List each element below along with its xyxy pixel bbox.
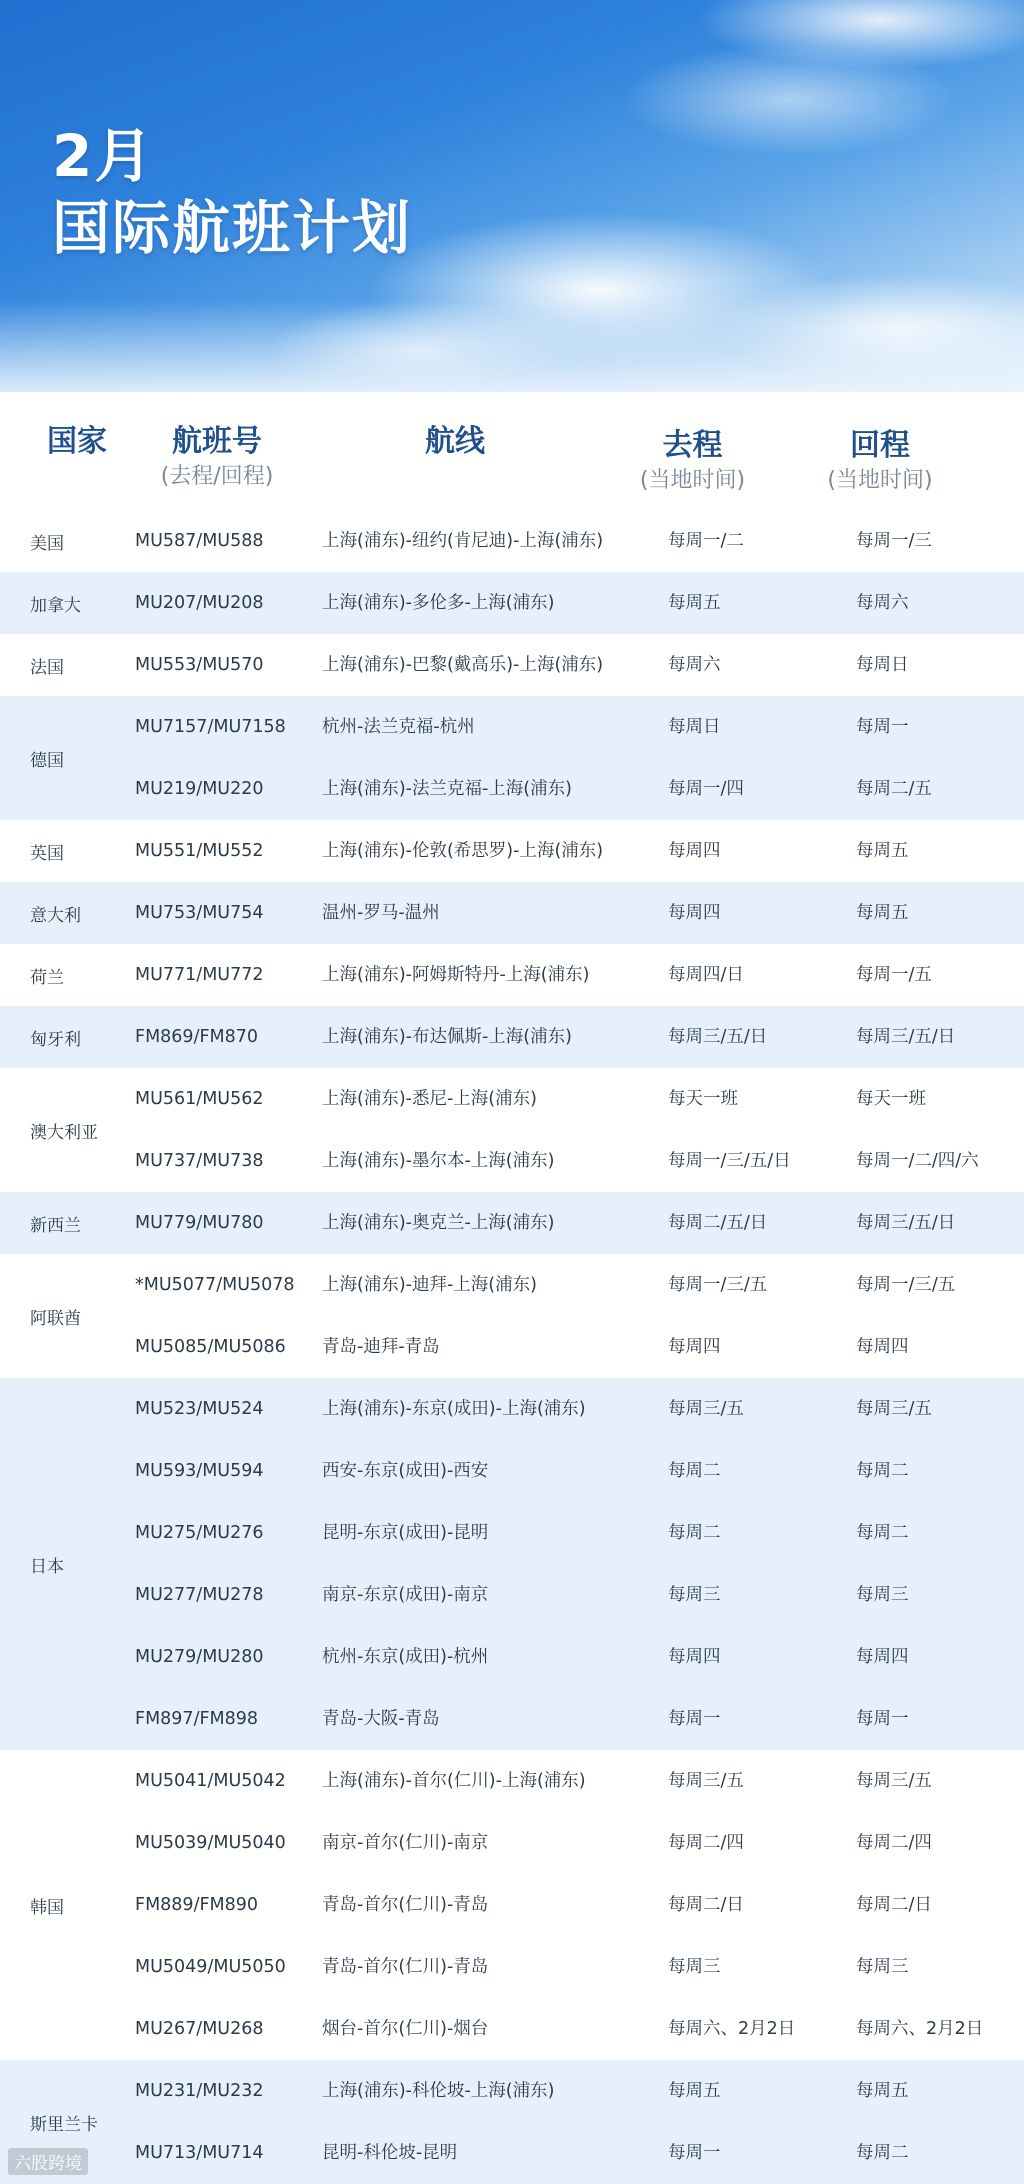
flight-number: MU587/MU588 — [135, 531, 264, 551]
outbound-schedule: 每天一班 — [668, 1089, 738, 1109]
route-text: 上海(浦东)-巴黎(戴高乐)-上海(浦东) — [322, 655, 604, 675]
table-row — [0, 634, 1024, 696]
table-row — [0, 1440, 1024, 1502]
table-row — [0, 1068, 1024, 1130]
route-text: 杭州-东京(成田)-杭州 — [322, 1647, 489, 1667]
country-name: 澳大利亚 — [30, 1122, 98, 1143]
outbound-schedule: 每周日 — [668, 717, 721, 737]
flight-number: MU5049/MU5050 — [135, 1957, 286, 1977]
return-schedule: 每周四 — [856, 1337, 909, 1357]
return-schedule: 每周四 — [856, 1647, 909, 1667]
outbound-schedule: 每周三/五 — [668, 1771, 744, 1791]
country-group — [0, 1254, 1024, 1378]
flight-number: MU277/MU278 — [135, 1585, 264, 1605]
outbound-schedule: 每周一/三/五/日 — [668, 1151, 791, 1171]
country-group — [0, 510, 1024, 572]
outbound-schedule: 每周二/日 — [668, 1895, 744, 1915]
country-group — [0, 1006, 1024, 1068]
return-schedule: 每周一/二/四/六 — [856, 1151, 979, 1171]
header-banner — [0, 0, 1024, 392]
flight-number: FM897/FM898 — [135, 1709, 259, 1729]
flight-number: MU5041/MU5042 — [135, 1771, 286, 1791]
outbound-schedule: 每周二/五/日 — [668, 1213, 768, 1233]
return-schedule: 每周二 — [856, 1523, 909, 1543]
flight-number: MU207/MU208 — [135, 593, 264, 613]
route-text: 青岛-迪拜-青岛 — [322, 1337, 440, 1357]
flight-number: *MU5077/MU5078 — [135, 1275, 295, 1295]
return-schedule: 每周三/五/日 — [856, 1027, 956, 1047]
country-name: 法国 — [30, 657, 64, 678]
table-row — [0, 1006, 1024, 1068]
return-schedule: 每周一/五 — [856, 965, 932, 985]
route-text: 上海(浦东)-首尔(仁川)-上海(浦东) — [322, 1771, 586, 1791]
table-row — [0, 1564, 1024, 1626]
table-row — [0, 2060, 1024, 2122]
outbound-schedule: 每周二 — [668, 1461, 721, 1481]
flight-number: MU561/MU562 — [135, 1089, 264, 1109]
flight-number: MU279/MU280 — [135, 1647, 264, 1667]
flight-number: MU713/MU714 — [135, 2143, 264, 2163]
flight-number: MU219/MU220 — [135, 779, 264, 799]
route-text: 上海(浦东)-法兰克福-上海(浦东) — [322, 779, 572, 799]
return-schedule: 每周二 — [856, 1461, 909, 1481]
table-row — [0, 1378, 1024, 1440]
outbound-schedule: 每周四 — [668, 841, 721, 861]
table-row — [0, 1316, 1024, 1378]
return-schedule: 每周五 — [856, 2081, 909, 2101]
flight-number: MU553/MU570 — [135, 655, 264, 675]
route-text: 上海(浦东)-阿姆斯特丹-上海(浦东) — [322, 965, 590, 985]
return-schedule: 每周一/三 — [856, 531, 932, 551]
outbound-schedule: 每周二 — [668, 1523, 721, 1543]
return-schedule: 每周三 — [856, 1957, 909, 1977]
country-group — [0, 2060, 1024, 2184]
table-row — [0, 1192, 1024, 1254]
outbound-schedule: 每周四 — [668, 903, 721, 923]
table-row — [0, 510, 1024, 572]
page-title — [52, 120, 412, 264]
route-text: 上海(浦东)-纽约(肯尼迪)-上海(浦东) — [322, 531, 604, 551]
outbound-schedule: 每周一/四 — [668, 779, 744, 799]
return-schedule: 每周一 — [856, 1709, 909, 1729]
table-row — [0, 1750, 1024, 1812]
outbound-schedule: 每周五 — [668, 593, 721, 613]
country-name: 荷兰 — [30, 967, 64, 988]
flight-number: MU7157/MU7158 — [135, 717, 286, 737]
outbound-schedule: 每周五 — [668, 2081, 721, 2101]
outbound-schedule: 每周六、2月2日 — [668, 2019, 796, 2039]
route-text: 西安-东京(成田)-西安 — [322, 1461, 489, 1481]
watermark: 六股跨境 — [8, 2148, 88, 2175]
return-schedule: 每周三/五 — [856, 1771, 932, 1791]
return-schedule: 每周三/五 — [856, 1399, 932, 1419]
outbound-schedule: 每周三/五 — [668, 1399, 744, 1419]
route-text: 昆明-东京(成田)-昆明 — [322, 1523, 489, 1543]
outbound-schedule: 每周一 — [668, 1709, 721, 1729]
country-name: 德国 — [30, 750, 64, 771]
outbound-schedule: 每周三/五/日 — [668, 1027, 768, 1047]
route-text: 青岛-大阪-青岛 — [322, 1709, 440, 1729]
route-text: 上海(浦东)-迪拜-上海(浦东) — [322, 1275, 537, 1295]
country-name: 斯里兰卡 — [30, 2114, 98, 2135]
outbound-schedule: 每周六 — [668, 655, 721, 675]
outbound-schedule: 每周四 — [668, 1337, 721, 1357]
country-group — [0, 1378, 1024, 1750]
outbound-schedule: 每周二/四 — [668, 1833, 744, 1853]
return-schedule: 每周五 — [856, 903, 909, 923]
outbound-schedule: 每周一/二 — [668, 531, 744, 551]
title-text: 国际航班计划 — [52, 194, 413, 262]
route-text: 上海(浦东)-布达佩斯-上海(浦东) — [322, 1027, 572, 1047]
table-row — [0, 1130, 1024, 1192]
country-group — [0, 1192, 1024, 1254]
country-name: 意大利 — [30, 905, 81, 926]
outbound-schedule: 每周一 — [668, 2143, 721, 2163]
route-text: 温州-罗马-温州 — [322, 903, 440, 923]
col-country: 国家 — [47, 424, 107, 459]
flight-number: FM869/FM870 — [135, 1027, 259, 1047]
return-schedule: 每周六 — [856, 593, 909, 613]
table-header — [0, 400, 1024, 510]
country-group — [0, 572, 1024, 634]
route-text: 杭州-法兰克福-杭州 — [322, 717, 475, 737]
route-text: 上海(浦东)-东京(成田)-上海(浦东) — [322, 1399, 586, 1419]
return-schedule: 每周二/四 — [856, 1833, 932, 1853]
flight-number: MU779/MU780 — [135, 1213, 264, 1233]
route-text: 上海(浦东)-奥克兰-上海(浦东) — [322, 1213, 555, 1233]
flight-number: MU5085/MU5086 — [135, 1337, 286, 1357]
outbound-schedule: 每周一/三/五 — [668, 1275, 768, 1295]
table-row — [0, 882, 1024, 944]
return-schedule: 每周二 — [856, 2143, 909, 2163]
route-text: 上海(浦东)-科伦坡-上海(浦东) — [322, 2081, 555, 2101]
table-row — [0, 1626, 1024, 1688]
outbound-schedule: 每周三 — [668, 1585, 721, 1605]
flight-number: MU593/MU594 — [135, 1461, 264, 1481]
country-name: 加拿大 — [30, 595, 81, 616]
flight-number: MU753/MU754 — [135, 903, 264, 923]
country-name: 韩国 — [30, 1897, 64, 1918]
table-row — [0, 1502, 1024, 1564]
outbound-schedule: 每周四/日 — [668, 965, 744, 985]
route-text: 上海(浦东)-多伦多-上海(浦东) — [322, 593, 555, 613]
route-text: 青岛-首尔(仁川)-青岛 — [322, 1895, 489, 1915]
return-schedule: 每周日 — [856, 655, 909, 675]
return-schedule: 每周五 — [856, 841, 909, 861]
table-row — [0, 1254, 1024, 1316]
country-group — [0, 944, 1024, 1006]
col-route: 航线 — [425, 424, 485, 459]
title-month: 2月 — [52, 122, 155, 190]
flight-number: MU737/MU738 — [135, 1151, 264, 1171]
country-name: 英国 — [30, 843, 64, 864]
route-text: 南京-首尔(仁川)-南京 — [322, 1833, 489, 1853]
flight-number: FM889/FM890 — [135, 1895, 259, 1915]
route-text: 上海(浦东)-悉尼-上海(浦东) — [322, 1089, 537, 1109]
table-row — [0, 820, 1024, 882]
country-name: 日本 — [30, 1556, 64, 1577]
table-row — [0, 1998, 1024, 2060]
return-schedule: 每周六、2月2日 — [856, 2019, 984, 2039]
table-row — [0, 572, 1024, 634]
col-outbound: 去程 (当地时间) — [639, 428, 746, 493]
route-text: 上海(浦东)-伦敦(希思罗)-上海(浦东) — [322, 841, 604, 861]
country-group — [0, 634, 1024, 696]
country-name: 阿联酋 — [30, 1308, 81, 1329]
table-row — [0, 2122, 1024, 2184]
country-name: 美国 — [30, 533, 64, 554]
flight-table — [0, 510, 1024, 2184]
country-name: 新西兰 — [30, 1215, 81, 1236]
country-group — [0, 1750, 1024, 2060]
table-row — [0, 758, 1024, 820]
table-row — [0, 696, 1024, 758]
flight-number: MU267/MU268 — [135, 2019, 264, 2039]
col-return: 回程 (当地时间) — [827, 428, 933, 493]
return-schedule: 每周三 — [856, 1585, 909, 1605]
route-text: 上海(浦东)-墨尔本-上海(浦东) — [322, 1151, 555, 1171]
flight-number: MU523/MU524 — [135, 1399, 264, 1419]
table-row — [0, 1936, 1024, 1998]
flight-number: MU551/MU552 — [135, 841, 264, 861]
return-schedule: 每周一/三/五 — [856, 1275, 956, 1295]
flight-number: MU231/MU232 — [135, 2081, 264, 2101]
country-name: 匈牙利 — [30, 1029, 81, 1050]
flight-number: MU5039/MU5040 — [135, 1833, 286, 1853]
return-schedule: 每周二/五 — [856, 779, 932, 799]
col-flight: 航班号 (去程/回程) — [160, 424, 274, 489]
return-schedule: 每天一班 — [856, 1089, 926, 1109]
table-row — [0, 944, 1024, 1006]
country-group — [0, 1068, 1024, 1192]
flight-number: MU275/MU276 — [135, 1523, 264, 1543]
table-row — [0, 1812, 1024, 1874]
country-group — [0, 696, 1024, 820]
country-group — [0, 820, 1024, 882]
route-text: 南京-东京(成田)-南京 — [322, 1585, 489, 1605]
table-row — [0, 1688, 1024, 1750]
return-schedule: 每周一 — [856, 717, 909, 737]
return-schedule: 每周二/日 — [856, 1895, 932, 1915]
country-group — [0, 882, 1024, 944]
route-text: 昆明-科伦坡-昆明 — [322, 2143, 458, 2163]
route-text: 烟台-首尔(仁川)-烟台 — [322, 2019, 489, 2039]
route-text: 青岛-首尔(仁川)-青岛 — [322, 1957, 489, 1977]
return-schedule: 每周三/五/日 — [856, 1213, 956, 1233]
table-row — [0, 1874, 1024, 1936]
cloud-layer — [0, 300, 1024, 392]
outbound-schedule: 每周三 — [668, 1957, 721, 1977]
flight-number: MU771/MU772 — [135, 965, 264, 985]
outbound-schedule: 每周四 — [668, 1647, 721, 1667]
